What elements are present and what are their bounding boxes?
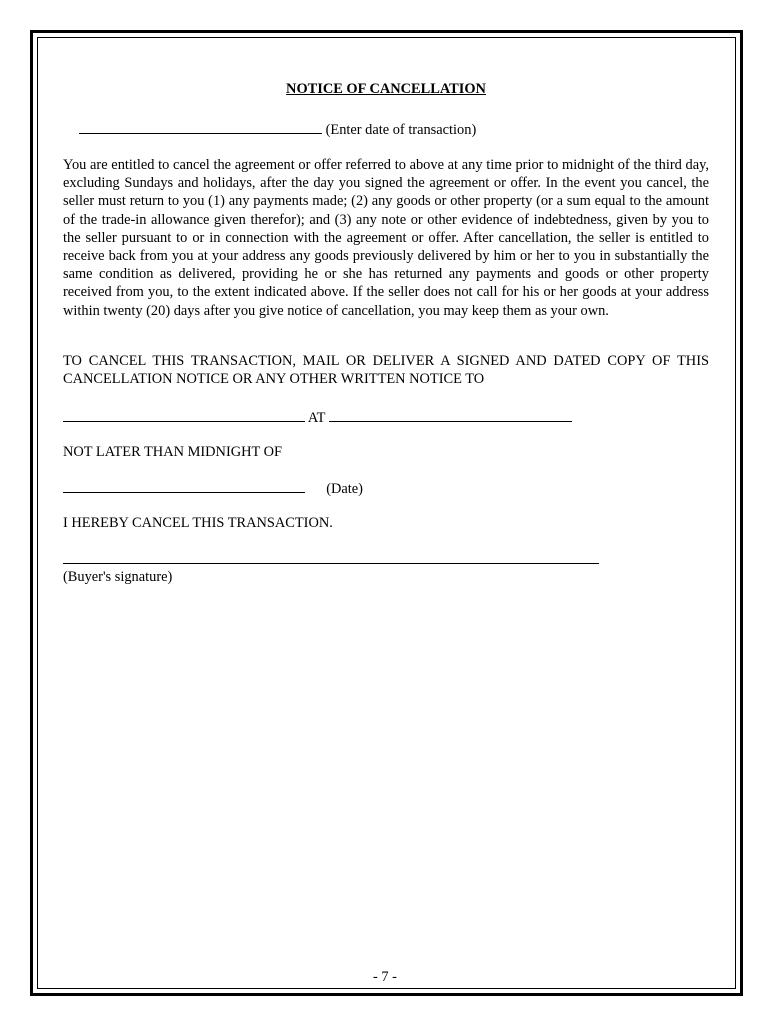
transaction-date-field[interactable] <box>79 120 322 134</box>
recipient-name-field[interactable] <box>63 408 305 422</box>
recipient-row <box>63 408 572 427</box>
document-body <box>63 80 709 585</box>
buyer-signature-label: (Buyer's signature) <box>63 569 173 585</box>
transaction-date-label: (Enter date of transaction) <box>325 122 477 138</box>
deadline-date-row <box>63 479 363 498</box>
deadline-label: NOT LATER THAN MIDNIGHT OF <box>63 444 283 460</box>
cancel-instruction: TO CANCEL THIS TRANSACTION, MAIL OR DELIVER A SIGNED AND DATED COPY OF THIS CANCELLATION NOTICE OR ANY OTHER WRITTEN NOTICE TO <box>63 353 709 388</box>
recipient-address-field[interactable] <box>329 408 572 422</box>
at-label: AT <box>307 410 326 426</box>
cancel-statement: I HEREBY CANCEL THIS TRANSACTION. <box>63 515 333 531</box>
cancellation-rights-paragraph: You are entitled to cancel the agreement or offer referred to above at any time prior to midnight of the third day, excluding Sundays and holidays, after the day you signed the agreement or offer. In the event you cancel, the seller must return to you (1) any payments made; (2) any goods or other property (or a sum equal to the amount of the trade-in allowance given therefor); and (3) any note or other evidence of indebtedness, given by you to the seller pursuant to or in connection with the agreement or offer. After cancellation, the seller is entitled to receive back from you at your address any goods previously delivered by him or her to you in substantially the same condition as delivered, providing he or she has returned any payments and goods or other property received from you, to the extent indicated above. If the seller does not call for his or her goods at your address within twenty (20) days after you give notice of cancellation, you may keep them as your own. <box>63 157 709 319</box>
deadline-date-label: (Date) <box>326 481 363 497</box>
page-number: - 7 - <box>373 969 397 985</box>
transaction-date-row <box>79 120 476 139</box>
deadline-date-field[interactable] <box>63 479 305 493</box>
document-title: NOTICE OF CANCELLATION <box>286 81 486 97</box>
buyer-signature-field[interactable] <box>63 562 599 564</box>
